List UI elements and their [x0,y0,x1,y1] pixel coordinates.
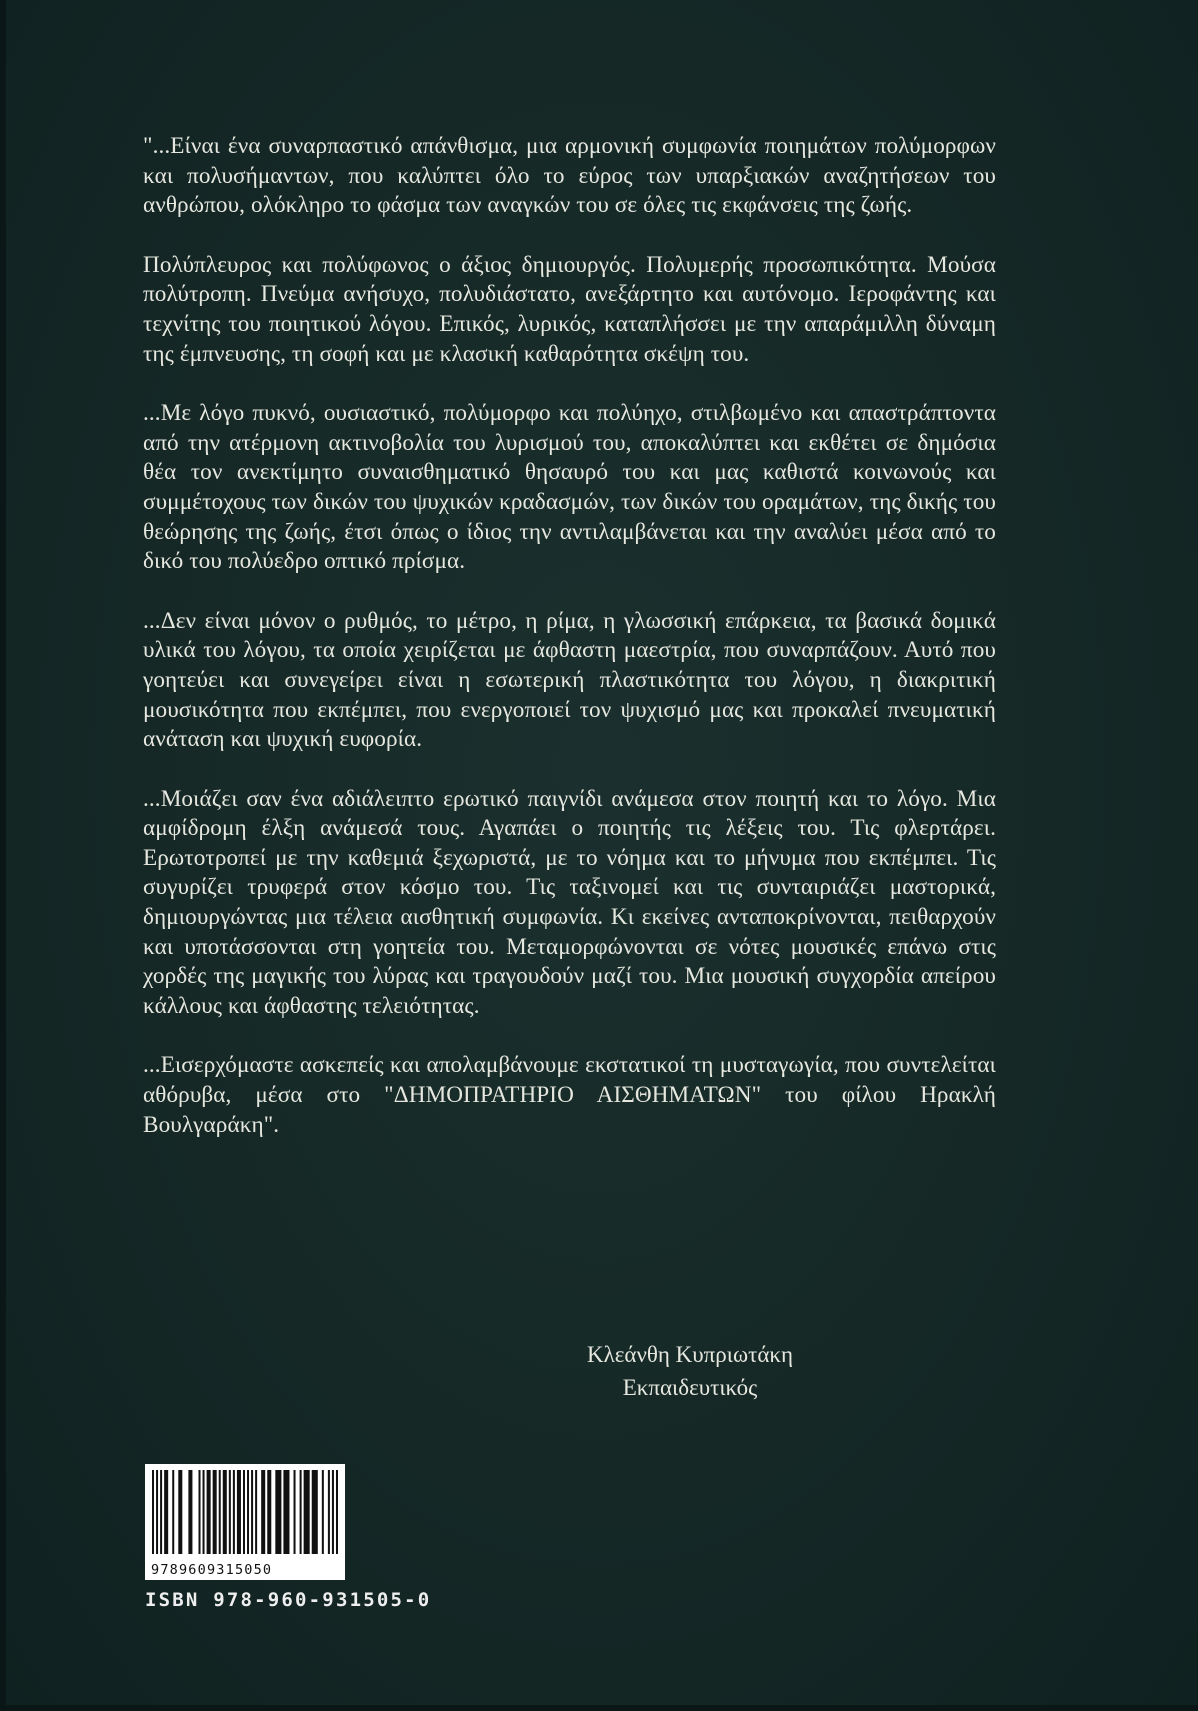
barcode-bar [237,1470,241,1554]
blurb-text [143,132,996,1170]
barcode-bar [294,1470,296,1554]
barcode-bar [207,1470,211,1554]
barcode-bar [336,1470,338,1554]
barcode-bar [188,1470,192,1554]
barcode-bar [304,1470,310,1554]
paragraph-2: Πολύπλευρος και πολύφωνος ο άξιος δημιουργός. Πολυμερής προσωπικότητα. Μούσα πολύτροπη. Πνεύμα ανήσυχο, πολυδιάστατο, ανεξάρτητο και αυτόνομο. Ιεροφάντης και τεχνίτης του ποιητικού λόγου. Επικός, λυρικός, καταπλήσσει με την απαράμιλλη δύναμη της έμπνευσης, τη σοφή και με κλασική καθαρότητα σκέψη του. [143,251,996,367]
barcode-bar [255,1470,257,1554]
barcode-bar [219,1470,221,1554]
barcode-bar [300,1470,302,1554]
barcode-bar [172,1470,174,1554]
signature-name: Κλεάνθη Κυπριωτάκη [587,1342,793,1367]
barcode-bar [152,1470,154,1554]
barcode-bar [322,1470,324,1554]
paragraph-5: ...Μοιάζει σαν ένα αδιάλειπτο ερωτικό παιγνίδι ανάμεσα στον ποιητή και το λόγο. Μια αμφίδρομη έλξη ανάμεσά τους. Αγαπάει ο ποιητής τις λέξεις του. Τις φλερτάρει. Ερωτοτροπεί με την καθεμιά ξεχωριστά, με το νόημα και το μήνυμα που εκπέμπει. Τις συγυρίζει τρυφερά στον κόσμο του. Τις ταξινομεί και τις συνταιριάζει μαστορικά, δημιουργώντας μια τέλεια αισθητική συμφωνία. Κι εκείνες ανταποκρίνονται, πειθαρχούν και υποτάσσονται στη γοητεία του. Μεταμορφώνονται σε νότες μουσικές επάνω στις χορδές της μαγικής του λύρας και τραγουδούν μαζί του. Μια μουσική συγχορδία απείρου κάλλους και άφθαστης τελειότητας. [143,785,996,1019]
barcode-bar [283,1470,289,1554]
barcode [145,1464,345,1580]
barcode-bar [312,1470,318,1554]
barcode-bar [203,1470,205,1554]
barcode-bar [223,1470,227,1554]
barcode-bar [229,1470,231,1554]
barcode-bar [332,1470,334,1554]
barcode-bar [243,1470,245,1554]
signature [540,1338,840,1404]
barcode-bar [164,1470,168,1554]
barcode-bar [160,1470,162,1554]
barcode-bar [267,1470,271,1554]
barcode-bar [233,1470,235,1554]
barcode-bar [199,1470,201,1554]
paragraph-4: ...Δεν είναι μόνον ο ρυθμός, το μέτρο, η ρίμα, η γλωσσική επάρκεια, τα βασικά δομικά υλικά του λόγου, τα οποία χειρίζεται με άφθαστη μαεστρία, που συναρπάζουν. Αυτό που γοητεύει και συνεγείρει είναι η εσωτερική πλαστικότητα του λόγου, η διακριτική μουσικότητα που εκπέμπει, που ενεργοποιεί τον ψυχισμό μας και προκαλεί πνευματική ανάταση και ψυχική ευφορία. [143,607,996,753]
barcode-bar [328,1470,330,1554]
barcode-bar [275,1470,281,1554]
isbn-number: ISBN 978-960-931505-0 [145,1589,432,1611]
barcode-bar [261,1470,265,1554]
barcode-bar [178,1470,182,1554]
paragraph-6: ...Εισερχόμαστε ασκεπείς και απολαμβάνουμε εκστατικοί τη μυσταγωγία, που συντελείται αθόρυβα, μέσα στο "ΔΗΜΟΠΡΑΤΗΡΙΟ ΑΙΣΘΗΜΑΤΩΝ" του φίλου Ηρακλή Βουλγαράκη". [143,1052,996,1138]
barcode-digits: 9789609315050 [151,1562,273,1578]
barcode-bars [151,1470,339,1554]
paragraph-3: ...Με λόγο πυκνό, ουσιαστικό, πολύμορφο και πολύηχο, στιλβωμένο και απαστράπτοντα από την ατέρμονη ακτινοβολία του λυρισμού του, αποκαλύπτει και εκθέτει σε δημόσια θέα τον ανεκτίμητο συναισθηματικό θησαυρό του και μας καθιστά κοινωνούς και συμμέτοχους των δικών του ψυχικών κραδασμών, των δικών του οραμάτων, της δικής του θεώρησης της ζωής, έτσι όπως ο ίδιος την αντιλαμβάνεται και την αναλύει μέσα από το δικό του πολύεδρο οπτικό πρίσμα. [143,400,996,575]
barcode-bar [251,1470,253,1554]
barcode-bar [156,1470,158,1554]
barcode-bar [247,1470,249,1554]
signature-role: Εκπαιδευτικός [622,1375,758,1400]
barcode-bar [213,1470,217,1554]
paragraph-1: "...Είναι ένα συναρπαστικό απάνθισμα, μια αρμονική συμφωνία ποιημάτων πολύμορφων και πολυσήμαντων, που καλύπτει όλο το εύρος των υπαρξιακών αναζητήσεων του ανθρώπου, ολόκληρο το φάσμα των αναγκών του σε όλες τις εκφάνσεις της ζωής. [143,133,996,219]
